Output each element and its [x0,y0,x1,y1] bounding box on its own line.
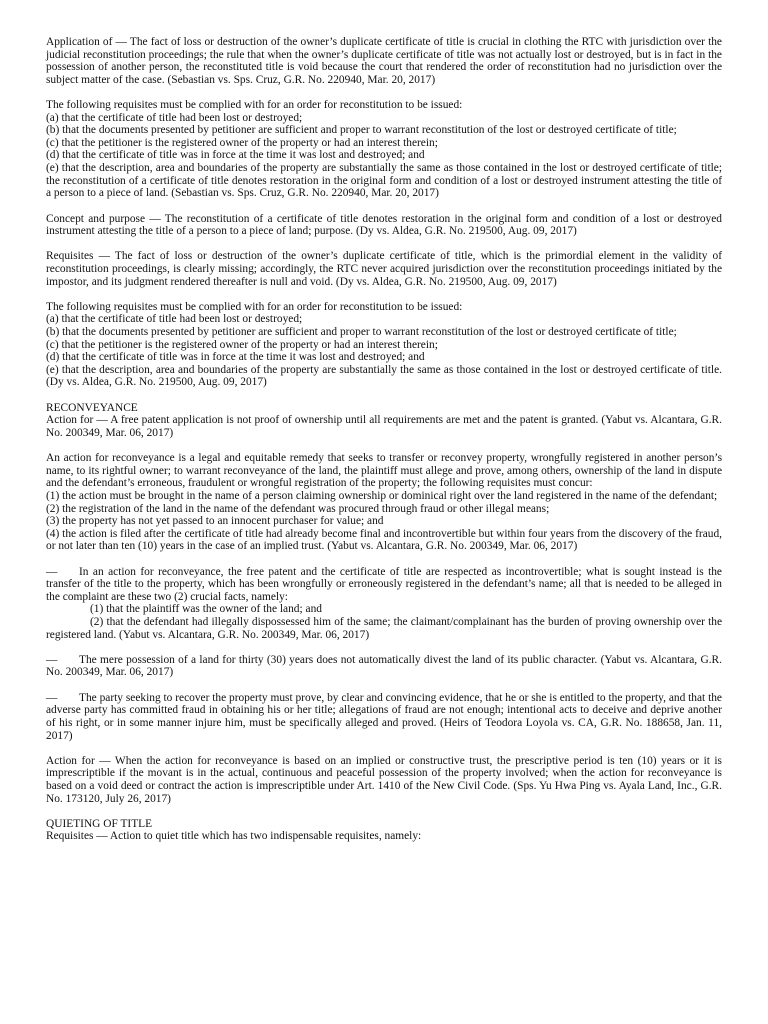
requisite-item: (1) the action must be brought in the name of a person claiming ownership or dominical right over the land registered in the name of the defendant; [46,489,718,502]
paragraph-burden-of-proof [46,692,722,742]
em-dash-marker: — [46,565,58,578]
paragraph-prescriptive-period: Action for — When the action for reconveyance is based on an implied or constructive trust, the prescriptive period is ten (10) years or it is imprescriptible if the movant is in the actual, continuous and peaceful possession of the property involved; when the action for reconveyance is based on a void deed or contract the action is imprescriptible under Art. 1410 of the New Civil Code. (Sps. Yu Hwa Ping vs. Ayala Land, Inc., G.R. No. 173120, July 26, 2017) [46,754,722,805]
requisites-intro: The following requisites must be complied with for an order for reconstitution to be issued: [46,99,463,112]
definition-intro: An action for reconveyance is a legal and equitable remedy that seeks to transfer or reconvey property, wrongfully registered in another person’s name, to its rightful owner; to warrant reconveyance of the land, the plaintiff must allege and prove, among others, ownership of the land in dispute and the defendant’s erroneous, fraudulent or wrongful registration of the property; the following requisites must concur: [46,452,722,490]
incontrovertible-text: In an action for reconveyance, the free patent and the certificate of title are respected as incontrovertible; what is sought instead is the transfer of the title to the property, which has been wrongfully or erroneously registered in the defendant’s name; all that is needed to be alleged in the complaint are these two (2) crucial facts, namely: [46,565,722,603]
section-heading-quieting: QUIETING OF TITLE [46,817,153,830]
paragraph-reconveyance-definition [46,452,722,553]
em-dash-marker: — [46,691,58,704]
section-heading-reconveyance: RECONVEYANCE [46,401,138,414]
paragraph-quieting-requisites: Requisites — Action to quiet title which has two indispensable requisites, namely: [46,830,422,843]
paragraph-application: Application of — The fact of loss or destruction of the owner’s duplicate certificate of title is crucial in clothing the RTC with jurisdiction over the judicial reconstitution proceedings; the rule that when the owner’s duplicate certificate of title was not actually lost or destroyed, but is in fact in the possession of another person, the reconstituted title is void because the court that rendered the order of reconstitution had no jurisdiction over the subject matter of the case. (Sebastian vs. Sps. Cruz, G.R. No. 220940, Mar. 20, 2017) [46,36,722,86]
requisite-item: (c) that the petitioner is the registered owner of the property or had an interest therein; [46,338,438,351]
paragraph-action-for-patent: Action for — A free patent application is not proof of ownership until all requirements are met and the patent is granted. (Yabut vs. Alcantara, G.R. No. 200349, Mar. 06, 2017) [46,414,722,439]
crucial-fact-item [46,616,722,641]
document-page [46,36,722,843]
requisite-item: (d) that the certificate of title was in force at the time it was lost and destroyed; and [46,351,425,364]
burden-text: The party seeking to recover the property must prove, by clear and convincing evidence, that he or she is entitled to the property, and that the adverse party has committed fraud in obtaining his or her title; allegations of fraud are not enough; intentional acts to deceive and deprive another of his right, or in some manner injure him, must be specifically alleged and proved. (Heirs of Teodora Loyola vs. CA, G.R. No. 188658, Jan. 11, 2017) [46,691,722,742]
requisite-item: (b) that the documents presented by petitioner are sufficient and proper to warrant reconstitution of the lost or destroyed certificate of title; [46,124,677,137]
requisite-item: (3) the property has not yet passed to an innocent purchaser for value; and [46,515,384,528]
paragraph-possession [46,654,722,679]
requisite-item: (a) that the certificate of title had been lost or destroyed; [46,111,303,124]
paragraph-incontrovertible [46,566,722,642]
requisite-item: (d) that the certificate of title was in force at the time it was lost and destroyed; and [46,149,425,162]
requisite-item: (c) that the petitioner is the registered owner of the property or had an interest therein; [46,136,438,149]
requisite-item: (e) that the description, area and boundaries of the property are substantially the same as those contained in the lost or destroyed certificate of title; the reconstitution of a certificate of title denotes restoration in the original form and condition of a lost or destroyed instrument attesting the title of a person to a piece of land. (Sebastian vs. Sps. Cruz, G.R. No. 220940, Mar. 20, 2017) [46,162,722,200]
requisite-item: (e) that the description, area and boundaries of the property are substantially the same as those contained in the lost or destroyed certificate of title. (Dy vs. Aldea, G.R. No. 219500, Aug. 09, 2017) [46,363,722,389]
crucial-fact-item: (1) that the plaintiff was the owner of the land; and [90,603,322,616]
section-quieting-of-title [46,818,722,843]
incontrovertible-intro [46,566,722,604]
requisite-item: (a) that the certificate of title had been lost or destroyed; [46,313,303,326]
paragraph-concept-purpose: Concept and purpose — The reconstitution of a certificate of title denotes restoration in the original form and condition of a lost or destroyed instrument attesting the title of a person to a piece of land; purpose. (Dy vs. Aldea, G.R. No. 219500, Aug. 09, 2017) [46,212,722,238]
paragraph-requisites-1 [46,99,722,200]
em-dash-marker: — [46,653,58,666]
possession-text: The mere possession of a land for thirty (30) years does not automatically divest the land of its public character. (Yabut vs. Alcantara, G.R. No. 200349, Mar. 06, 2017) [46,653,722,679]
requisite-item: (4) the action is filed after the certificate of title had already become final and incontrovertible but within four years from the discovery of the fraud, or not later than ten (10) years in the case of an implied trust. (Yabut vs. Alcantara, G.R. No. 200349, Mar. 06, 2017) [46,527,722,553]
requisite-item: (b) that the documents presented by petitioner are sufficient and proper to warrant reconstitution of the lost or destroyed certificate of title; [46,326,677,339]
paragraph-requisites-jurisdiction: Requisites — The fact of loss or destruction of the owner’s duplicate certificate of title, which is the primordial element in the validity of reconstitution proceedings, is clearly missing; accordingly, the RTC never acquired jurisdiction over the reconstitution proceedings initiated by the impostor, and its judgment rendered thereafter is null and void. (Dy vs. Aldea, G.R. No. 219500, Aug. 09, 2017) [46,250,722,288]
section-reconveyance [46,402,722,440]
requisite-item: (2) the registration of the land in the name of the defendant was procured through fraud or other illegal means; [46,502,550,515]
requisites-intro: The following requisites must be complied with for an order for reconstitution to be issued: [46,300,463,313]
crucial-fact-text: (2) that the defendant had illegally dispossessed him of the same; the claimant/complainant has the burden of proving ownership over the registered land. (Yabut vs. Alcantara, G.R. No. 200349, Mar. 06, 2017) [46,615,722,641]
paragraph-requisites-2 [46,301,722,389]
